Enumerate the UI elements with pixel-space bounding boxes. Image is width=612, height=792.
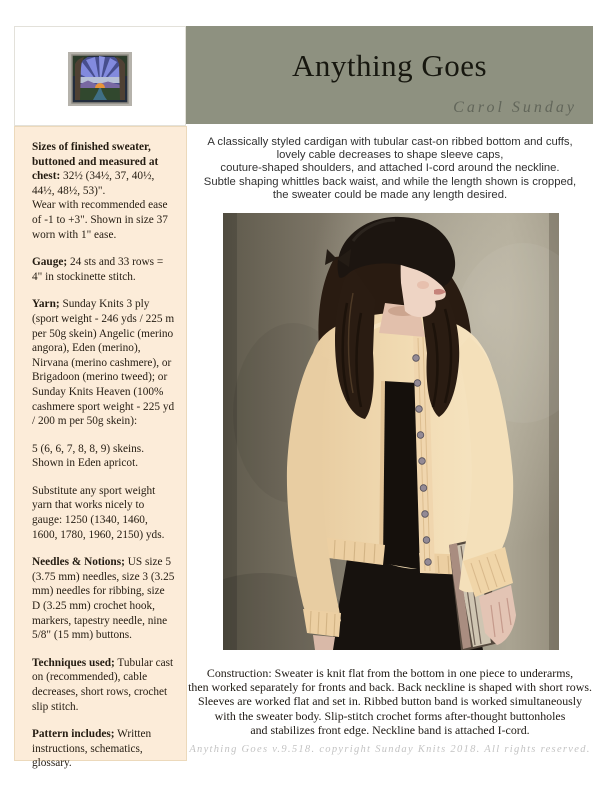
construction-line: with the sweater body. Slip-stitch crochet forms after-thought buttonholes [214,708,566,723]
pattern-info-sidebar [14,126,187,770]
needles-value: US size 5 (3.75 mm) needles, size 3 (3.25 mm) needles for ribbing, size D (3.25 mm) crochet hook, markers, tapestry needle, nine 5/8" (15 mm) buttons. [32,556,175,642]
gauge-value: 24 sts and 33 rows = 4" in stockinette stitch. [32,256,164,283]
includes-label: Pattern includes; [32,728,115,741]
yarn-value: Sunday Knits 3 ply (sport weight - 246 yds / 225 m per 50g skein) Angelic (merino angora), Eden (merino), Nirvana (merino cashmere), or Brigadoon (merino tweed); or Sunday Knits Heaven (100% cashmere sport weight - 225 yd / 200 m per 50g skein): [32,298,175,428]
techniques-value: Tubular cast on (recommended), cable decreases, short rows, crochet slip stitch. [32,656,174,713]
shown-in-note: Shown in Eden apricot. [32,457,139,470]
includes-value: Written instructions, schematics, glossary. [32,728,152,770]
yarn-label: Yarn; [32,298,60,311]
gauge-section [32,255,175,284]
skeins-count: 5 (6, 6, 7, 8, 8, 9) skeins. [32,442,145,455]
needles-section [32,555,175,643]
intro-description [187,136,593,202]
construction-line: Construction: Sweater is knit flat from the bottom in one piece to underarms, [206,666,574,680]
gauge-label: Gauge; [32,256,68,269]
needles-label: Needles & Notions; [32,556,125,569]
copyright-line: Anything Goes v.9.518. copyright Sunday Knits 2018. All rights reserved. [189,744,591,755]
construction-note [187,666,593,737]
ease-note: Wear with recommended ease of -1 to +3". Shown in size 37 worn with 1" ease. [32,199,168,241]
construction-line: Sleeves are worked flat and set in. Ribbed button band is worked simultaneously [197,694,583,709]
skeins-section [32,442,175,471]
description-line: lovely cable decreases to shape sleeve caps, [276,149,504,162]
description-line: A classically styled cardigan with tubular cast-on ribbed bottom and cuffs, [207,136,573,148]
sizes-section [32,140,175,242]
includes-section [32,727,175,771]
sunrise-tile-logo [68,52,132,106]
techniques-section [32,656,175,714]
construction-line: then worked separately for fronts and back. Back neckline is shaped with short rows. [188,680,592,695]
sizes-label: Sizes of finished sweater, buttoned and measured at chest: [32,141,159,183]
description-line: the sweater could be made any length desired. [272,188,508,201]
yarn-section [32,297,175,428]
substitute-section [32,484,175,542]
description-line: Subtle shaping whittles back waist, and while the length shown is cropped, [203,175,577,188]
sizes-values: 32½ (34½, 37, 40½, 44½, 48½, 53)". [32,170,155,197]
techniques-label: Techniques used; [32,656,115,669]
author-signature: Carol Sunday [453,99,577,116]
model-photo [223,213,559,650]
construction-line: and stabilizes front edge. Neckline band is attached I-cord. [250,722,530,737]
title-banner [186,26,593,124]
page-title: Anything Goes [291,48,488,83]
substitute-note: Substitute any sport weight yarn that works nicely to gauge: 1250 (1340, 1460, 1600, 1780, 1960, 2150) yds. [32,484,165,541]
logo-box [14,26,186,126]
description-line: couture-shaped shoulders, and attached I-cord around the neckline. [220,162,560,175]
